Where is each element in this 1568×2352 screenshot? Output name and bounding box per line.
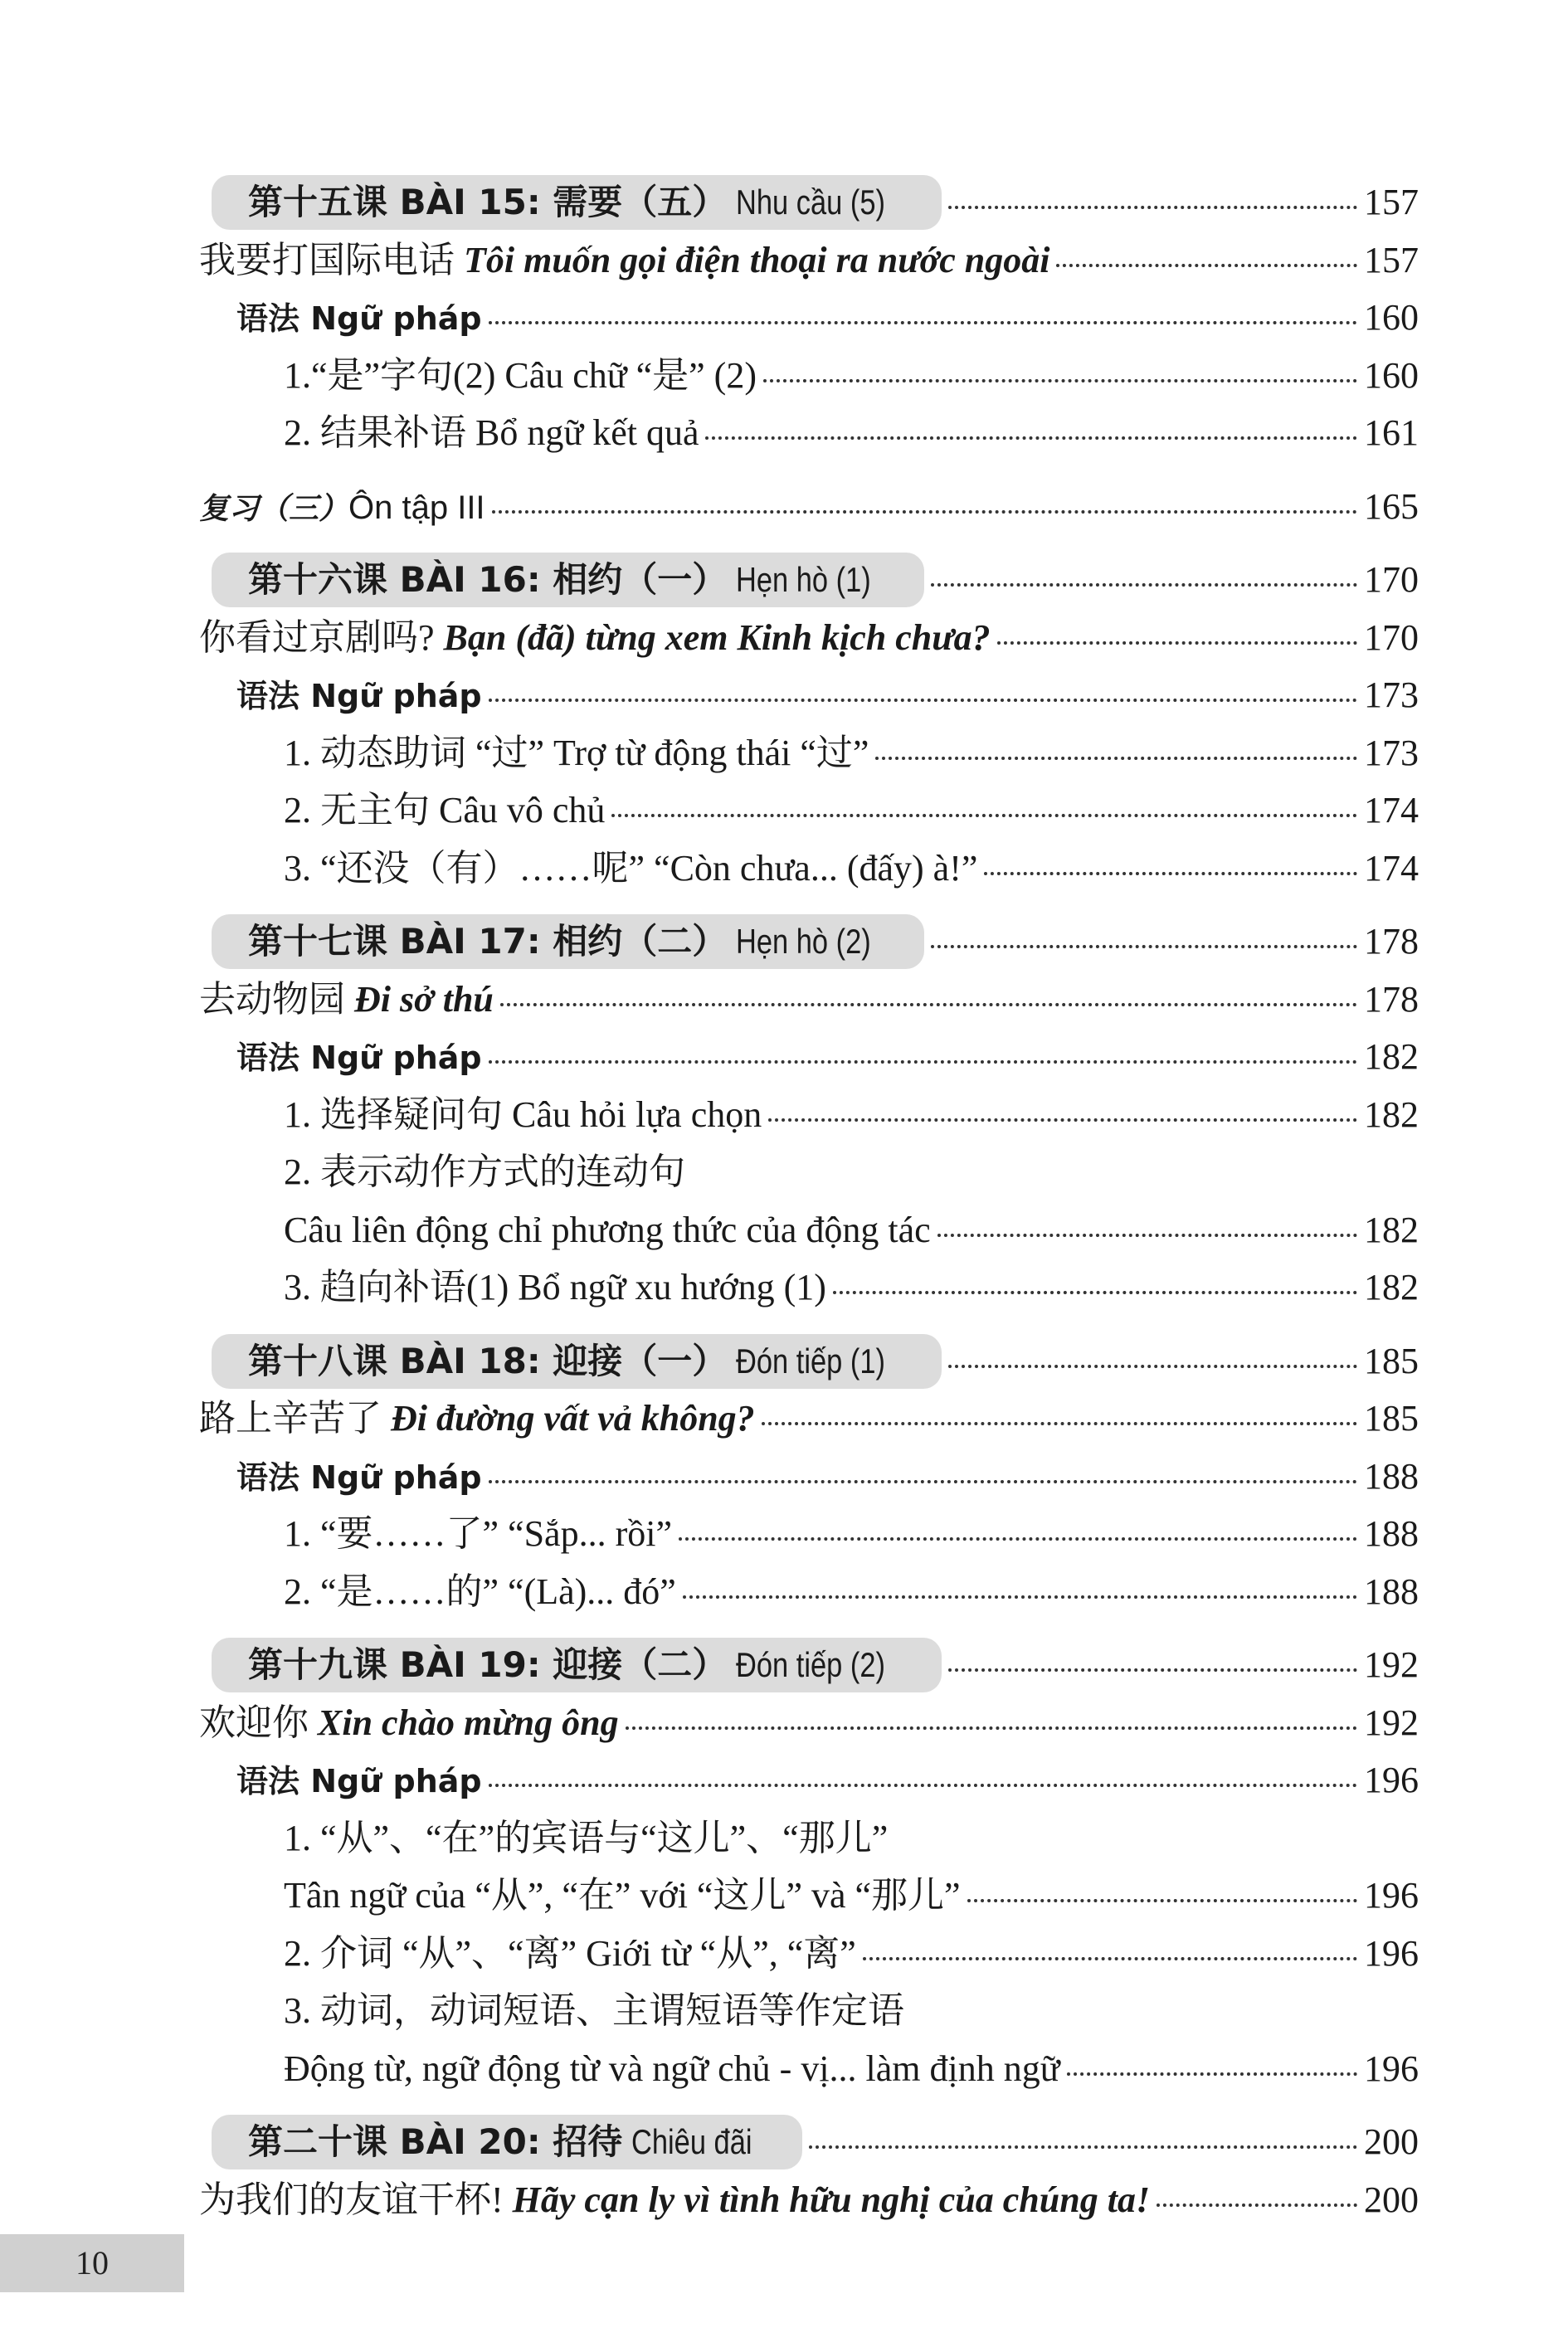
toc-text-entry[interactable] [199, 1390, 1419, 1448]
toc-text-entry[interactable] [199, 971, 1419, 1029]
toc-grammar-item[interactable] [199, 1143, 1419, 1201]
dot-leader [489, 1480, 1357, 1483]
toc-grammar-item[interactable] [199, 1925, 1419, 1983]
dot-leader [997, 641, 1357, 645]
page-number-ref: 196 [1364, 1932, 1419, 1974]
text-title-zh: 你看过京剧吗? [199, 616, 435, 658]
text-title-vi: Hãy cạn ly vì tình hữu nghị của chúng ta! [512, 2179, 1151, 2220]
toc-grammar-item[interactable] [199, 1982, 1419, 2040]
lesson-title: Đón tiếp (2) [736, 1645, 886, 1684]
toc-grammar-item[interactable] [199, 782, 1419, 840]
page-number-ref: 182 [1364, 1093, 1419, 1135]
toc-grammar-entry[interactable] [199, 1448, 1419, 1506]
dot-leader [489, 1060, 1357, 1064]
page-number-ref: 161 [1364, 412, 1419, 453]
lesson-title: Đón tiếp (1) [736, 1341, 886, 1381]
toc-text-entry[interactable] [199, 231, 1419, 290]
dot-leader [833, 1291, 1357, 1294]
text-title-zh: 为我们的友谊干杯! [199, 2179, 504, 2220]
grammar-item-label: 2. “是……的” “(Là)... đó” [284, 1570, 676, 1612]
toc-lesson-heading[interactable] [199, 551, 1419, 609]
dot-leader [763, 379, 1357, 382]
grammar-item-label: 3. 动词，动词短语、主谓短语等作定语 [284, 1990, 904, 2031]
text-title-zh: 欢迎你 [199, 1702, 309, 1743]
page-number: 10 [0, 2234, 184, 2292]
dot-leader [931, 583, 1357, 587]
dot-leader [683, 1595, 1357, 1599]
lesson-title-pill [212, 1334, 942, 1389]
grammar-item-label: 1. “从”、“在”的宾语与“这儿”、“那儿” [284, 1817, 889, 1858]
page-number-ref: 182 [1364, 1267, 1419, 1307]
page-number-ref: 192 [1364, 1644, 1419, 1685]
review-title-zh: 复习（三） [199, 491, 349, 526]
dot-leader [1067, 2072, 1357, 2076]
toc-grammar-item[interactable] [199, 1086, 1419, 1144]
page-number-ref: 174 [1364, 790, 1419, 830]
toc-grammar-entry[interactable] [199, 666, 1419, 724]
grammar-item-label: 1. “要……了” “Sắp... rồi” [284, 1513, 672, 1554]
dot-leader [679, 1537, 1357, 1541]
text-title-vi: Đi sở thú [354, 978, 494, 1020]
dot-leader [500, 1003, 1357, 1006]
page-number-ref: 165 [1364, 485, 1419, 527]
dot-leader [1157, 2203, 1357, 2207]
dot-leader [863, 1957, 1357, 1960]
dot-leader [489, 699, 1357, 702]
grammar-label: 语法 Ngữ pháp [236, 300, 482, 337]
toc-review-entry[interactable] [199, 478, 1419, 536]
dot-leader [937, 1234, 1357, 1237]
grammar-item-label: 2. 介词 “从”、“离” Giới từ “从”, “离” [284, 1932, 856, 1974]
text-title-vi: Xin chào mừng ông [318, 1702, 619, 1743]
text-title-vi: Tôi muốn gọi điện thoại ra nước ngoài [464, 239, 1050, 280]
page-number-ref: 188 [1364, 1455, 1419, 1497]
lesson-title: Hẹn hò (2) [736, 922, 871, 961]
toc-text-entry[interactable] [199, 1694, 1419, 1752]
dot-leader [967, 1899, 1357, 1902]
grammar-label: 语法 Ngữ pháp [236, 1040, 482, 1076]
text-title-zh: 路上辛苦了 [199, 1398, 382, 1439]
toc-grammar-item[interactable] [199, 1505, 1419, 1563]
dot-leader [1056, 264, 1357, 267]
grammar-item-label: 1. 选择疑问句 Câu hỏi lựa chọn [284, 1093, 762, 1135]
dot-leader [489, 1784, 1357, 1787]
toc-grammar-item[interactable] [199, 2040, 1419, 2098]
toc-lesson-heading[interactable] [199, 913, 1419, 971]
page-number-ref: 174 [1364, 847, 1419, 889]
lesson-title: Hẹn hò (1) [736, 560, 871, 599]
dot-leader [948, 1668, 1357, 1672]
toc-lesson-heading[interactable] [199, 173, 1419, 231]
page-number-ref: 188 [1364, 1513, 1419, 1554]
toc-grammar-entry[interactable] [199, 289, 1419, 347]
toc-grammar-entry[interactable] [199, 1751, 1419, 1809]
lesson-code: 第十八课 BÀI 18: 迎接（一） [248, 1340, 728, 1381]
page-number-ref: 178 [1364, 921, 1419, 962]
page-number-ref: 173 [1364, 732, 1419, 773]
grammar-item-label: Câu liên động chỉ phương thức của động tác [284, 1209, 931, 1250]
dot-leader [611, 814, 1357, 817]
dot-leader [984, 872, 1357, 875]
grammar-item-label: 1.“是”字句(2) Câu chữ “是” (2) [284, 354, 757, 396]
page-number-ref: 185 [1364, 1398, 1419, 1439]
lesson-title-pill [212, 553, 924, 607]
dot-leader [489, 321, 1357, 324]
grammar-item-label: 3. “还没（有）……呢” “Còn chưa... (đấy) à!” [284, 847, 978, 889]
lesson-title-pill [212, 1638, 942, 1692]
toc-lesson-heading[interactable] [199, 1636, 1419, 1694]
grammar-item-label: 3. 趋向补语(1) Bổ ngữ xu hướng (1) [284, 1267, 826, 1307]
grammar-item-label: Động từ, ngữ động từ và ngữ chủ - vị... làm định ngữ [284, 2048, 1060, 2089]
toc-grammar-entry[interactable] [199, 1028, 1419, 1086]
page-number-ref: 160 [1364, 297, 1419, 338]
grammar-label: 语法 Ngữ pháp [236, 678, 482, 714]
toc-grammar-item[interactable] [199, 1563, 1419, 1621]
lesson-title-pill [212, 2115, 802, 2169]
page-number-ref: 173 [1364, 674, 1419, 715]
page-number-ref: 160 [1364, 354, 1419, 396]
grammar-item-label: 2. 表示动作方式的连动句 [284, 1152, 685, 1192]
toc-grammar-item[interactable] [199, 1201, 1419, 1259]
page-number-ref: 192 [1364, 1702, 1419, 1743]
lesson-title-pill [212, 175, 942, 230]
text-title-zh: 去动物园 [199, 978, 345, 1020]
dot-leader [948, 1365, 1357, 1368]
page-number-ref: 196 [1364, 1875, 1419, 1916]
lesson-code: 第十五课 BÀI 15: 需要（五） [248, 182, 728, 222]
grammar-label: 语法 Ngữ pháp [236, 1458, 482, 1496]
lesson-title: Nhu cầu (5) [736, 183, 886, 222]
page-number-ref: 188 [1364, 1570, 1419, 1612]
toc-grammar-item[interactable] [199, 724, 1419, 782]
toc-grammar-item[interactable] [199, 840, 1419, 898]
toc-lesson-heading[interactable] [199, 2113, 1419, 2171]
dot-leader [492, 510, 1357, 514]
grammar-item-label: 2. 结果补语 Bổ ngữ kết quả [284, 412, 699, 453]
page-number-ref: 178 [1364, 978, 1419, 1020]
grammar-label: 语法 Ngữ pháp [236, 1763, 482, 1799]
lesson-title-pill [212, 914, 924, 969]
text-title-vi: Bạn (đã) từng xem Kinh kịch chưa? [443, 616, 991, 658]
page-number-ref: 182 [1364, 1036, 1419, 1077]
dot-leader [768, 1118, 1357, 1122]
dot-leader [809, 2145, 1357, 2149]
page-number-ref: 170 [1364, 559, 1419, 600]
lesson-title: Chiêu đãi [631, 2122, 752, 2161]
toc-grammar-item[interactable] [199, 1809, 1419, 1867]
lesson-code: 第十九课 BÀI 19: 迎接（二） [248, 1644, 728, 1685]
grammar-item-label: 2. 无主句 Câu vô chủ [284, 790, 606, 830]
dot-leader [626, 1726, 1357, 1730]
toc-text-entry[interactable] [199, 609, 1419, 667]
page-number-ref: 196 [1364, 2048, 1419, 2089]
lesson-code: 第十七课 BÀI 17: 相约（二） [248, 921, 728, 962]
toc-grammar-item[interactable] [199, 404, 1419, 462]
page-number-ref: 196 [1364, 1760, 1419, 1800]
page-number-ref: 182 [1364, 1209, 1419, 1250]
page-number-ref: 157 [1364, 182, 1419, 222]
dot-leader [705, 436, 1357, 440]
dot-leader [948, 206, 1357, 209]
lesson-code: 第十六课 BÀI 16: 相约（一） [248, 559, 728, 600]
page-number-ref: 200 [1364, 2179, 1419, 2220]
lesson-code: 第二十课 BÀI 20: 招待 [248, 2121, 623, 2162]
toc-lesson-heading[interactable] [199, 1332, 1419, 1390]
toc-grammar-item[interactable] [199, 1259, 1419, 1317]
page-number-ref: 200 [1364, 2121, 1419, 2162]
dot-leader [762, 1422, 1357, 1425]
table-of-contents [199, 158, 1419, 2228]
grammar-item-label: 1. 动态助词 “过” Trợ từ động thái “过” [284, 732, 869, 773]
page-number-ref: 170 [1364, 616, 1419, 658]
review-title-vi: Ôn tập III [348, 489, 485, 526]
dot-leader [931, 945, 1357, 948]
toc-grammar-item[interactable] [199, 347, 1419, 405]
text-title-zh: 我要打国际电话 [199, 239, 455, 280]
page-number-ref: 185 [1364, 1340, 1419, 1381]
page-number-ref: 157 [1364, 239, 1419, 280]
text-title-vi: Đi đường vất vả không? [391, 1398, 755, 1439]
toc-grammar-item[interactable] [199, 1867, 1419, 1925]
toc-text-entry[interactable] [199, 2171, 1419, 2229]
dot-leader [875, 757, 1357, 760]
grammar-item-label: Tân ngữ của “从”, “在” với “这儿” và “那儿” [284, 1875, 961, 1916]
